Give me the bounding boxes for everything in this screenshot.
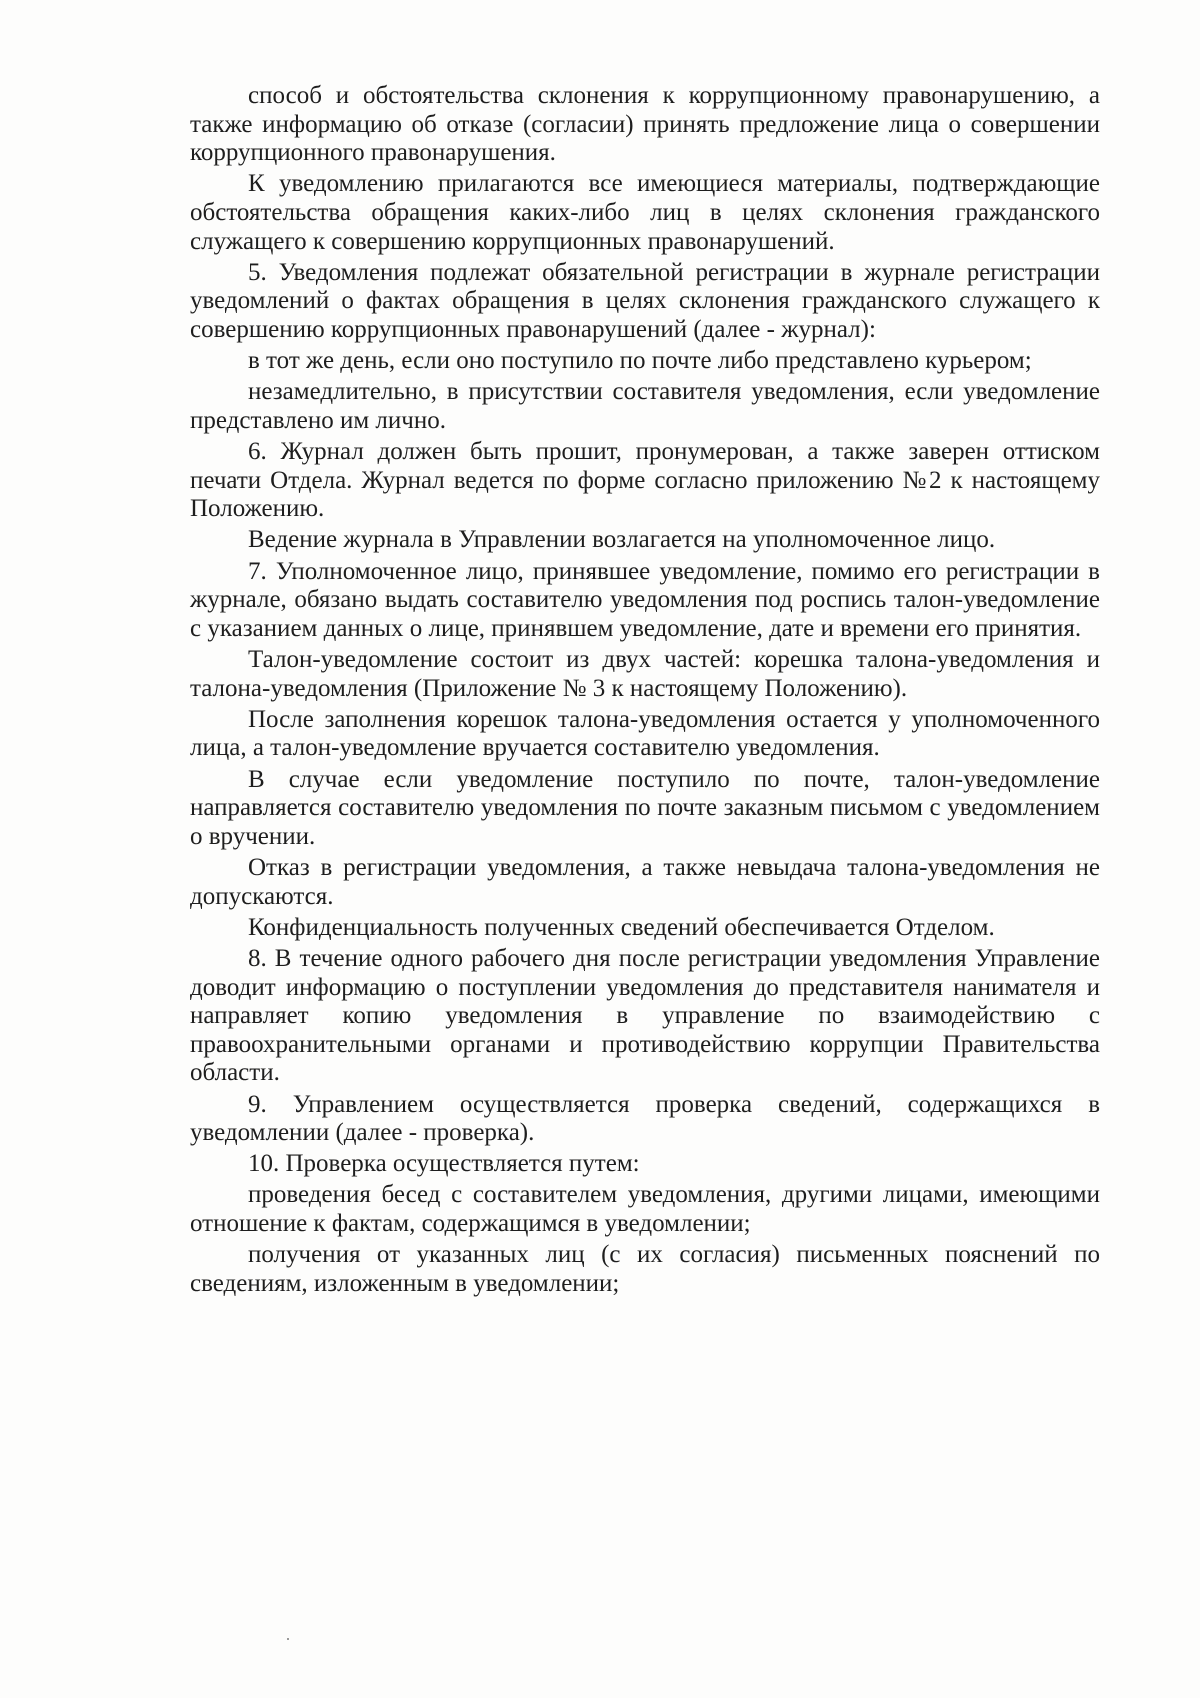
paragraph-confidentiality: Конфиденциальность полученных сведений обеспечивается Отделом. xyxy=(248,913,995,941)
paragraph-refusal: Отказ в регистрации уведомления, а также невыдача талона-уведомления не допускаются. xyxy=(190,853,1100,910)
paragraph-item-6: 6. Журнал должен быть прошит, пронумерован, а также заверен оттиском печати Отдела. Журнал ведется по форме согласно приложению №2 к настоящему Положению. xyxy=(190,438,1100,523)
paragraph-intro-continuation: способ и обстоятельства склонения к коррупционному правонарушению, а также информацию об отказе (согласии) принять предложение лица о совершении коррупционного правонарушения. xyxy=(190,82,1100,167)
scan-speck xyxy=(287,1638,289,1640)
paragraph-immediately: незамедлительно, в присутствии составителя уведомления, если уведомление представлено им лично. xyxy=(190,378,1100,434)
paragraph-coupon-parts: Талон-уведомление состоит из двух частей: корешка талона-уведомления и талона-уведомления (Приложение № 3 к настоящему Положению). xyxy=(190,646,1100,702)
paragraph-after-filling: После заполнения корешок талона-уведомления остается у уполномоченного лица, а талон-уведомление вручается составителю уведомления. xyxy=(190,705,1100,762)
paragraph-item-9: 9. Управлением осуществляется проверка сведений, содержащихся в уведомлении (далее - проверка). xyxy=(190,1090,1100,1147)
paragraph-attached-materials: К уведомлению прилагаются все имеющиеся материалы, подтверждающие обстоятельства обращения каких-либо лиц в целях склонения гражданского служащего к совершению коррупционных правонарушений. xyxy=(190,170,1100,255)
paragraph-written-explanations: получения от указанных лиц (с их согласия) письменных пояснений по сведениям, изложенным в уведомлении; xyxy=(190,1241,1100,1297)
paragraph-journal-keeping: Ведение журнала в Управлении возлагается на уполномоченное лицо. xyxy=(248,526,996,554)
document-body xyxy=(190,82,1100,1301)
paragraph-item-8: 8. В течение одного рабочего дня после регистрации уведомления Управление доводит информацию о поступлении уведомления до представителя нанимателя и направляет копию уведомления в управление по взаимодействию с правоохранительными органами и противодействию коррупции Правительства области. xyxy=(190,944,1100,1087)
paragraph-same-day: в тот же день, если оно поступило по почте либо представлено курьером; xyxy=(248,347,1032,375)
paragraph-item-10: 10. Проверка осуществляется путем: xyxy=(248,1150,640,1178)
paragraph-item-7: 7. Уполномоченное лицо, принявшее уведомление, помимо его регистрации в журнале, обязано выдать составителю уведомления под роспись талон-уведомление с указанием данных о лице, принявшем уведомление, дате и времени его принятия. xyxy=(190,557,1100,642)
paragraph-by-mail: В случае если уведомление поступило по почте, талон-уведомление направляется составителю уведомления по почте заказным письмом с уведомлением о вручении. xyxy=(190,765,1100,850)
paragraph-conversations: проведения бесед с составителем уведомления, другими лицами, имеющими отношение к фактам, содержащимся в уведомлении; xyxy=(190,1181,1100,1238)
paragraph-item-5: 5. Уведомления подлежат обязательной регистрации в журнале регистрации уведомлений о фактах обращения в целях склонения гражданского служащего к совершению коррупционных правонарушений (далее - журнал): xyxy=(190,258,1100,343)
